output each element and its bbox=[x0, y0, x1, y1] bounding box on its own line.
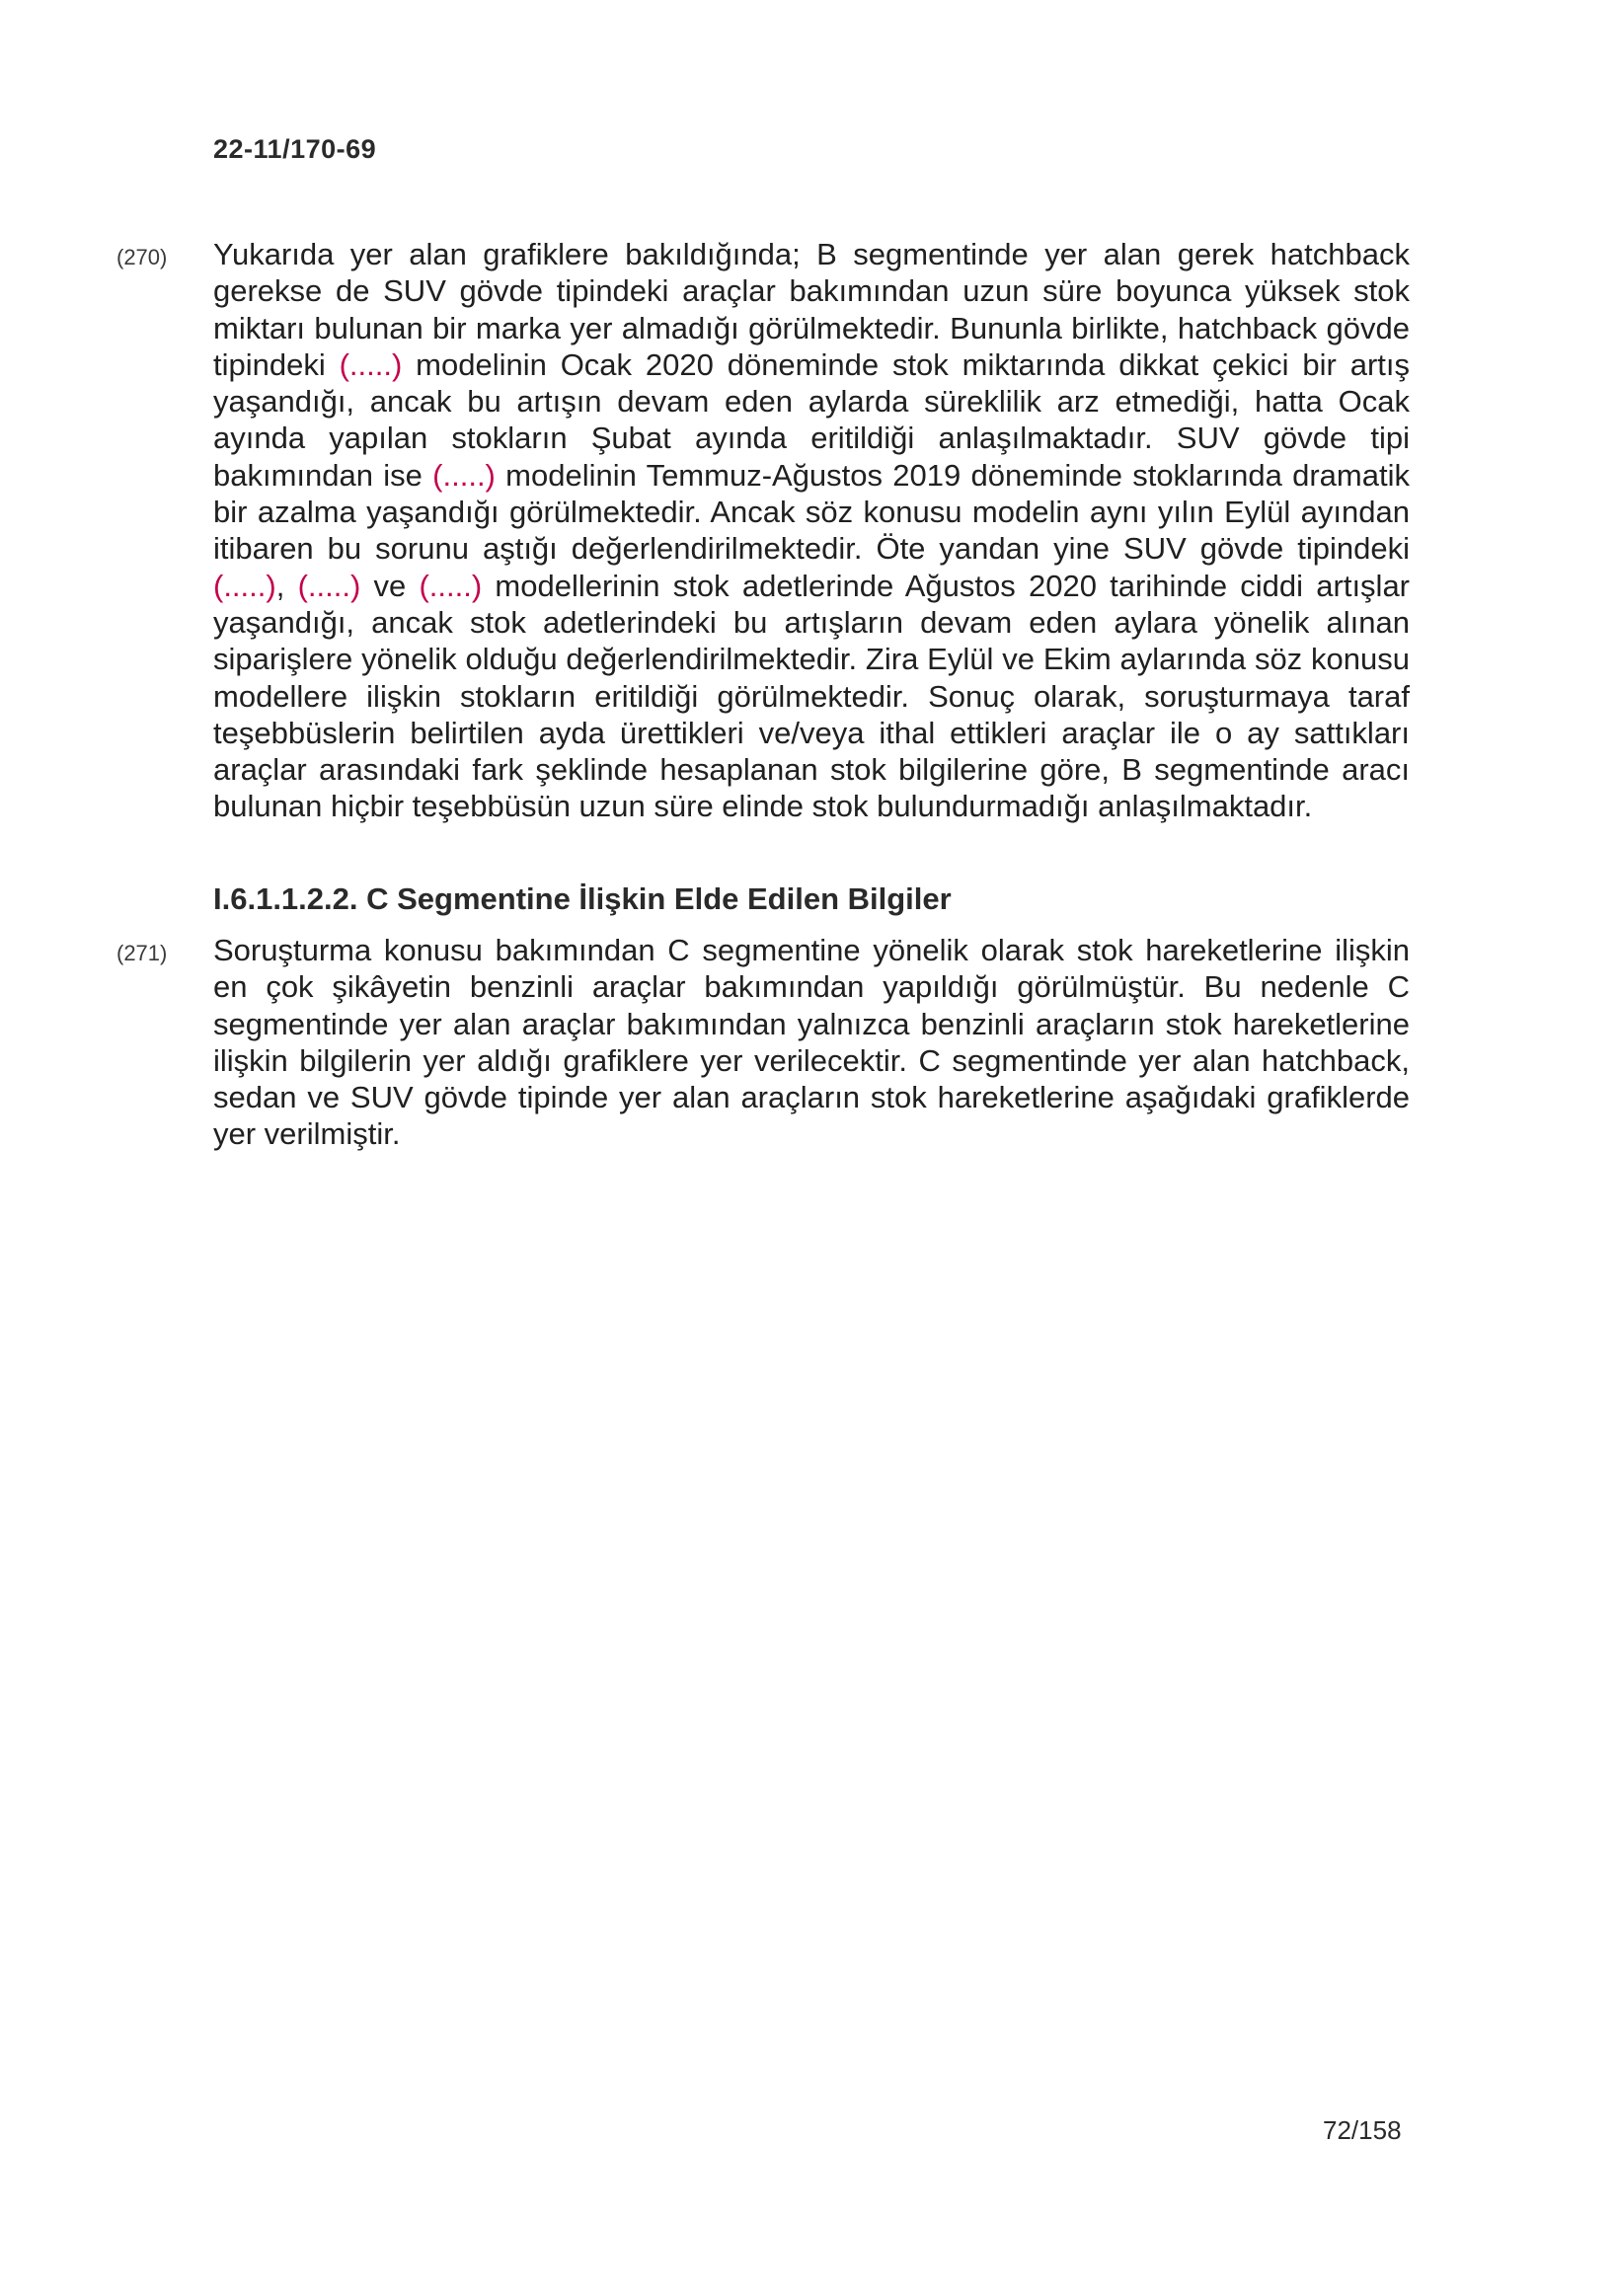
redacted-marker: (.....) bbox=[297, 568, 361, 603]
redacted-marker: (.....) bbox=[339, 346, 403, 382]
text-segment: modelinin Temmuz-Ağustos 2019 döneminde stoklarında dramatik bir azalma yaşandığı görülmektedir. Ancak söz konusu modelin aynı yılın Eylül ayından itibaren bu sorunu aştığı değerlendirilmektedir. Öte yandan yine SUV gövde tipindeki bbox=[213, 457, 1410, 567]
text-segment: , bbox=[275, 568, 298, 603]
document-code: 22-11/170-69 bbox=[213, 134, 377, 164]
paragraph-271 bbox=[116, 932, 1410, 1153]
paragraph-text bbox=[213, 932, 1410, 1153]
paragraph-number: (270) bbox=[116, 245, 168, 269]
text-segment: ve bbox=[360, 568, 420, 603]
redacted-marker: (.....) bbox=[213, 568, 276, 603]
redacted-marker: (.....) bbox=[419, 568, 483, 603]
paragraph-number: (271) bbox=[116, 941, 168, 965]
redacted-marker: (.....) bbox=[432, 457, 496, 493]
text-segment: modellerinin stok adetlerinde Ağustos 2020 tarihinde ciddi artışlar yaşandığı, ancak stok adetlerindeki bu artışların devam eden aylara yönelik alınan siparişlere yönelik olduğu değerlendirilmektedir. Zira Eylül ve Ekim aylarında söz konusu modellere ilişkin stokların eritildiği görülmektedir. Sonuç olarak, soruşturmaya taraf teşebbüslerin belirtilen ayda ürettikleri ve/veya ithal ettikleri araçlar ile o ay sattıkları araçlar arasındaki fark şeklinde hesaplanan stok bilgilerine göre, B segmentinde aracı bulunan hiçbir teşebbüsün uzun süre elinde stok bulundurmadığı anlaşılmaktadır. bbox=[213, 568, 1411, 824]
text-segment: Yukarıda yer alan grafiklere bakıldığında; B segmentinde yer alan gerek hatchback gerekse de SUV gövde tipindeki araçlar bakımından uzun süre boyunca yüksek stok miktarı bulunan bir marka yer almadığı görülmektedir. Bununla birlikte, hatchback gövde tipindeki bbox=[213, 237, 1410, 382]
text-segment: modelinin Ocak 2020 döneminde stok miktarında dikkat çekici bir artış yaşandığı, ancak bu artışın devam eden aylarda süreklilik arz etmediği, hatta Ocak ayında yapılan stokların Şubat ayında eritildiği anlaşılmaktadır. SUV gövde tipi bakımından ise bbox=[213, 346, 1410, 493]
paragraph-270 bbox=[116, 236, 1410, 825]
page-number: 72/158 bbox=[1323, 2115, 1402, 2145]
text-segment: Soruşturma konusu bakımından C segmentine yönelik olarak stok hareketlerine ilişkin en çok şikâyetin benzinli araçlar bakımından yapıldığı görülmüştür. Bu nedenle C segmentinde yer alan araçlar bakımından yalnızca benzinli araçların stok hareketlerine ilişkin bilgilerin yer aldığı grafiklere yer verilecektir. C segmentinde yer alan hatchback, sedan ve SUV gövde tipinde yer alan araçların stok hareketlerine aşağıdaki grafiklerde yer verilmiştir. bbox=[213, 933, 1410, 1152]
paragraph-text bbox=[213, 236, 1410, 825]
section-heading: I.6.1.1.2.2. C Segmentine İlişkin Elde Edilen Bilgiler bbox=[213, 881, 952, 916]
